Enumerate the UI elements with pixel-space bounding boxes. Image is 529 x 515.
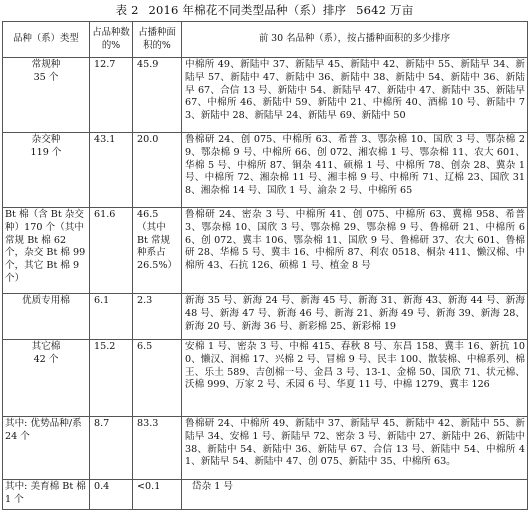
- row-type: [3, 340, 90, 417]
- row-area-pct: 45.9: [133, 58, 182, 133]
- row-area-pct: 20.0: [133, 133, 182, 208]
- row-count-pct: 15.2: [90, 340, 133, 417]
- table-row: [3, 208, 528, 294]
- row-area-pct: 2.3: [133, 294, 182, 340]
- table-row: [3, 480, 528, 510]
- row-type: [3, 294, 90, 340]
- row-area-pct: <0.1: [133, 480, 182, 510]
- row-type-line: 其中: 优势品种/系 24 个: [5, 418, 82, 442]
- table-row: [3, 417, 528, 480]
- caption-label: 表 2: [115, 3, 139, 17]
- header-count-pct: 占品种数的%: [90, 22, 133, 58]
- row-type-line: 35 个: [33, 71, 59, 83]
- row-varieties: 安棉 1 号、密杂 3 号、中棉 415、春秋 8 号、东昌 158、冀丰 16、新抗 100、懒汉、润棉 17、兴棉 2 号、冒棉 9 号、民丰 100、散装棉、中棉系列、棉王、乐土 589、吉创棉一号、金昌 3 号、13-1、金棉 50、国欣 71、状元棉、沃棉 999、万家 2 号、禾园 6 号、华夏 11 号、中棉 1279、冀丰 126: [182, 340, 528, 417]
- row-count-pct: 6.1: [90, 294, 133, 340]
- row-type-line: Bt 棉（含 Bt 杂交种）170 个（其中常规 Bt 棉 62 个，杂交 Bt 棉 99 个，其它 Bt 棉 9 个）: [5, 209, 86, 284]
- row-type: [3, 480, 90, 510]
- row-count-pct: 0.4: [90, 480, 133, 510]
- row-area-pct: 83.3: [133, 417, 182, 480]
- caption-title: 2016 年棉花不同类型品种（系）排序: [148, 3, 347, 17]
- row-count-pct: 43.1: [90, 133, 133, 208]
- caption-total: 5642 万亩: [356, 3, 414, 17]
- row-type: [3, 133, 90, 208]
- row-area-pct: 6.5: [133, 340, 182, 417]
- row-type-line: 优质专用棉: [22, 295, 70, 306]
- row-type-line: 其中: 美育棉 Bt 棉 1 个: [5, 481, 86, 505]
- row-varieties: 鲁棉研 24、中棉所 49、新陆中 37、新陆早 45、新陆中 42、新陆中 55、新陆早 34、安棉 1 号、新陆早 72、密杂 3 号、新陆中 27、新陆中 26、新陆中 38、新陆中 54、新陆中 36、新陆早 67、合信 13 号、新陆中 54、中棉所 41、新陆早 54、新陆中 47、创 075、新陆中 35、中棉所 63。: [182, 417, 528, 480]
- row-varieties: 鲁棉研 24、密杂 3 号、中棉所 41、创 075、中棉所 63、冀棉 958、希普 3、鄂杂棉 10、国欣 3 号、鄂杂棉 29、鄂杂棉 9 号、鲁棉研 21、中棉所 66、创 072、冀丰 106、鄂杂棉 11、国欣 9 号、鲁棉研 37、农大 601、鲁棉研 28、华棉 5 号、冀丰 16、中棉所 87、利农 0518、桐杂 411、懒汉棉、中棉所 43、石抗 126、硕棉 1 号、植金 8 号: [182, 208, 528, 294]
- table-row: [3, 294, 528, 340]
- table-row: [3, 340, 528, 417]
- header-top30: 前 30 名品种（系），按占播种面积的多少排序: [182, 22, 528, 58]
- row-type-line: 119 个: [30, 146, 62, 158]
- row-count-pct: 12.7: [90, 58, 133, 133]
- table-caption: [2, 2, 527, 18]
- variety-ranking-table: [2, 21, 528, 510]
- row-type-line: 其它棉: [31, 341, 61, 352]
- table-row: [3, 133, 528, 208]
- row-varieties: 新海 35 号、新海 24 号、新海 45 号、新海 31、新海 43、新海 44 号、新海 48 号、新海 47 号、新海 46 号、新海 21、新海 49 号、新海 39、新海 28、新海 20 号、新海 36 号、新彩棉 25、新彩棉 19: [182, 294, 528, 340]
- row-type: [3, 208, 90, 294]
- row-type-line: 42 个: [33, 353, 59, 365]
- row-type: [3, 58, 90, 133]
- row-type-line: 杂交种: [31, 134, 61, 145]
- table-row: [3, 58, 528, 133]
- table-header-row: [3, 22, 528, 58]
- row-count-pct: 61.6: [90, 208, 133, 294]
- row-area-pct: [133, 208, 182, 294]
- header-area-pct: 占播种面积的%: [133, 22, 182, 58]
- row-area-note: （其中 Bt 常规种系占 26.5%）: [137, 221, 178, 272]
- row-varieties: 岱杂 1 号: [182, 480, 528, 510]
- row-varieties: 中棉所 49、新陆中 37、新陆早 45、新陆中 42、新陆中 55、新陆早 34、新陆早 57、新陆中 47、新陆中 36、新陆中 38、新陆中 54、新陆中 36、新陆早 67、合信 13 号、新陆中 54、新陆早 47、新陆中 47、新陆中 35、新陆早 67、中棉所 46、新陆中 59、新陆中 21、中棉所 40、酒棉 10 号、新陆中 73、新陆中 28、新陆早 24、新陆早 69、新陆中 50: [182, 58, 528, 133]
- row-varieties: 鲁棉研 24、创 075、中棉所 63、希普 3、鄂杂棉 10、国欣 3 号、鄂杂棉 29、鄂杂棉 9 号、中棉所 66、创 072、湘农棉 1 号、鄂杂棉 11、农大 601、华棉 5 号、中棉所 87、铜杂 411、硕棉 1 号、中棉所 78、创杂 28、冀杂 1 号、中棉所 72、湘杂棉 11 号、湘丰棉 9 号、中棉所 71、辽棉 23、国欣 318、湘杂棉 14 号、国欣 1 号、渝杂 2 号、中棉所 65: [182, 133, 528, 208]
- row-type: [3, 417, 90, 480]
- header-type: 品种（系）类型: [3, 22, 90, 58]
- row-count-pct: 8.7: [90, 417, 133, 480]
- row-type-line: 常规种: [31, 59, 61, 70]
- row-area-value: 46.5: [137, 209, 159, 220]
